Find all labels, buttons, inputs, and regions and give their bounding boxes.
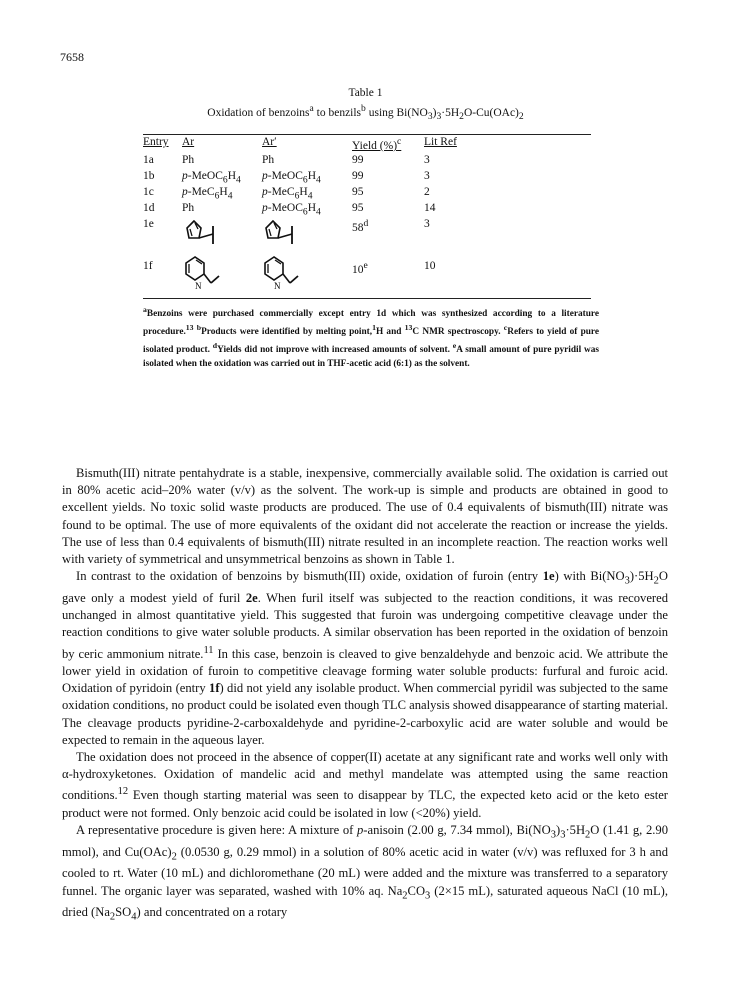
cell-yield: 95	[352, 186, 364, 198]
cell-ar: $p-MeC_6H_4$	[182, 186, 233, 202]
table-row	[143, 202, 591, 218]
paragraph: A representative procedure is given here: A mixture of p-anisoin (2.00 g, 7.34 mmol), $Bi(NO_3)_3\cdot 5H_2O$ (1.41 g, 2.90 mmol), and $Cu(OAc)_2$ (0.0530 g, 0.29 mmol) in a solution of 80% acetic acid in water (v/v) was refluxed for 3 h and cooled to rt. Water (10 mL) and dichloromethane (20 mL) were added and the mixture was transferred to a separatory funnel. The organic layer was separated, washed with 10% aq. $Na_2CO_3$ (2×15 mL), saturated aqueous NaCl (10 mL), dried $(Na_2SO_4)$ and concentrated on a rotary	[62, 822, 669, 923]
header-yield: Yield (%)$^c$	[352, 136, 402, 152]
table-header-row	[143, 136, 591, 152]
cell-ar: Ph	[182, 154, 195, 166]
header-lit-ref: Lit Ref	[424, 136, 457, 148]
cell-entry: 1e	[143, 218, 154, 230]
nitrogen-label: N	[274, 281, 281, 291]
furyl-structure-icon	[262, 218, 306, 257]
pyridyl-structure-icon	[262, 254, 308, 299]
header-entry: Entry	[143, 136, 169, 148]
cell-ar-prime: $p-MeOC_6H_4$	[262, 170, 321, 186]
nitrogen-label: N	[195, 281, 202, 291]
cell-lit-ref: 2	[424, 186, 430, 198]
paragraph: In contrast to the oxidation of benzoins by bismuth(III) oxide, oxidation of furoin (entry 1e) with $Bi(NO_3)\cdot 5H_2O$ gave only a modest yield of furil 2e. When furil itself was subjected to the reaction conditions, it was recovered unchanged in almost quantitative yield. This suggested that furoin was undergoing competitive cleavage under the reaction conditions to give water soluble products. A similar observation has been reported in the oxidation of benzoin by ceric ammonium nitrate.$^{11}$ In this case, benzoin is cleaved to give benzaldehyde and benzoic acid. We attribute the lower yield in oxidation of furoin to competitive cleavage forming water soluble products: furfural and furoic acid. Oxidation of pyridoin (entry 1f) did not yield any isolable product. When commercial pyridil was subjected to the same oxidation conditions, no product could be isolated even though TLC analysis showed disappearance of starting material. The cleavage products pyridine-2-carboxaldehyde and pyridine-2-carboxylic acid are water soluble and would be expected to remain in the aqueous layer.	[62, 569, 669, 747]
cell-yield: 99	[352, 170, 364, 182]
table-caption: Oxidation of benzoins$^a$ to benzils$^b$ using $Bi(NO_3)_3\cdot 5H_2O-Cu(OAc)_2$	[207, 103, 524, 123]
footnotes-text: $^a$Benzoins were purchased commercially except entry 1d which was synthesized according to a literature procedure.$^{13}$ $^b$Products were identified by melting point,$^1$H and $^{13}$C NMR spectroscopy. $^c$Refers to yield of pure isolated product. $^d$Yields did not improve with increased amounts of solvent. $^e$A small amount of pure pyridil was isolated when the oxidation was carried out in THF-acetic acid (6:1) as the solvent.	[143, 305, 599, 370]
cell-entry: 1f	[143, 260, 153, 272]
cell-ar-prime: $p-MeOC_6H_4$	[262, 202, 321, 218]
cell-entry: 1a	[143, 154, 154, 166]
paragraph: Bismuth(III) nitrate pentahydrate is a stable, inexpensive, commercially available solid. The oxidation is carried out in 80% acetic acid–20% water (v/v) as the solvent. The work-up is simple and products are obtained in good to excellent yields. No toxic solid waste products are produced. The use of 0.4 equivalents of bismuth(III) nitrate was found to be optimal. The use of more equivalents of the oxidant did not accelerate the reaction or increase the yields. The use of less than 0.4 equivalents of bismuth(III) nitrate resulted in an incomplete reaction. The reaction works well with variety of symmetrical and unsymmetrical benzoins as shown in Table 1.	[62, 466, 668, 567]
cell-lit-ref: 14	[424, 202, 436, 214]
header-ar-prime: Ar′	[262, 136, 277, 148]
cell-ar-prime: $p-MeC_6H_4$	[262, 186, 313, 202]
furyl-structure-icon	[183, 218, 227, 257]
cell-entry: 1d	[143, 202, 155, 214]
cell-entry: 1c	[143, 186, 154, 198]
table-row	[143, 154, 591, 170]
cell-entry: 1b	[143, 170, 155, 182]
table-row	[143, 170, 591, 186]
cell-lit-ref: 10	[424, 260, 436, 272]
body-text	[62, 465, 668, 926]
paragraph: The oxidation does not proceed in the absence of copper(II) acetate at any significant rate and works well only with α-hydroxyketones. Oxidation of mandelic acid and methyl mandelate was attempted using the same reaction conditions.$^{12}$ Even though starting material was seen to disappear by TLC, the expected keto acid or the keto ester product were not formed. Only benzoic acid could be isolated in low (<20%) yield.	[62, 749, 668, 820]
table-title: Table 1	[348, 87, 383, 99]
cell-yield: 95	[352, 202, 364, 214]
cell-yield: 10e	[352, 260, 368, 276]
cell-ar: Ph	[182, 202, 195, 214]
cell-ar-prime: Ph	[262, 154, 275, 166]
cell-yield: 58$^d$	[352, 218, 369, 234]
table-row	[143, 186, 591, 202]
cell-yield: 99	[352, 154, 364, 166]
page-number: 7658	[60, 50, 84, 64]
cell-lit-ref: 3	[424, 154, 430, 166]
cell-lit-ref: 3	[424, 170, 430, 182]
table-footnotes	[143, 303, 599, 371]
cell-ar: $p-MeOC_6H_4$	[182, 170, 241, 186]
table-top-rule	[143, 134, 591, 135]
table-bottom-rule	[143, 298, 591, 299]
cell-lit-ref: 3	[424, 218, 430, 230]
header-ar: Ar	[182, 136, 195, 148]
pyridyl-structure-icon	[183, 254, 229, 299]
